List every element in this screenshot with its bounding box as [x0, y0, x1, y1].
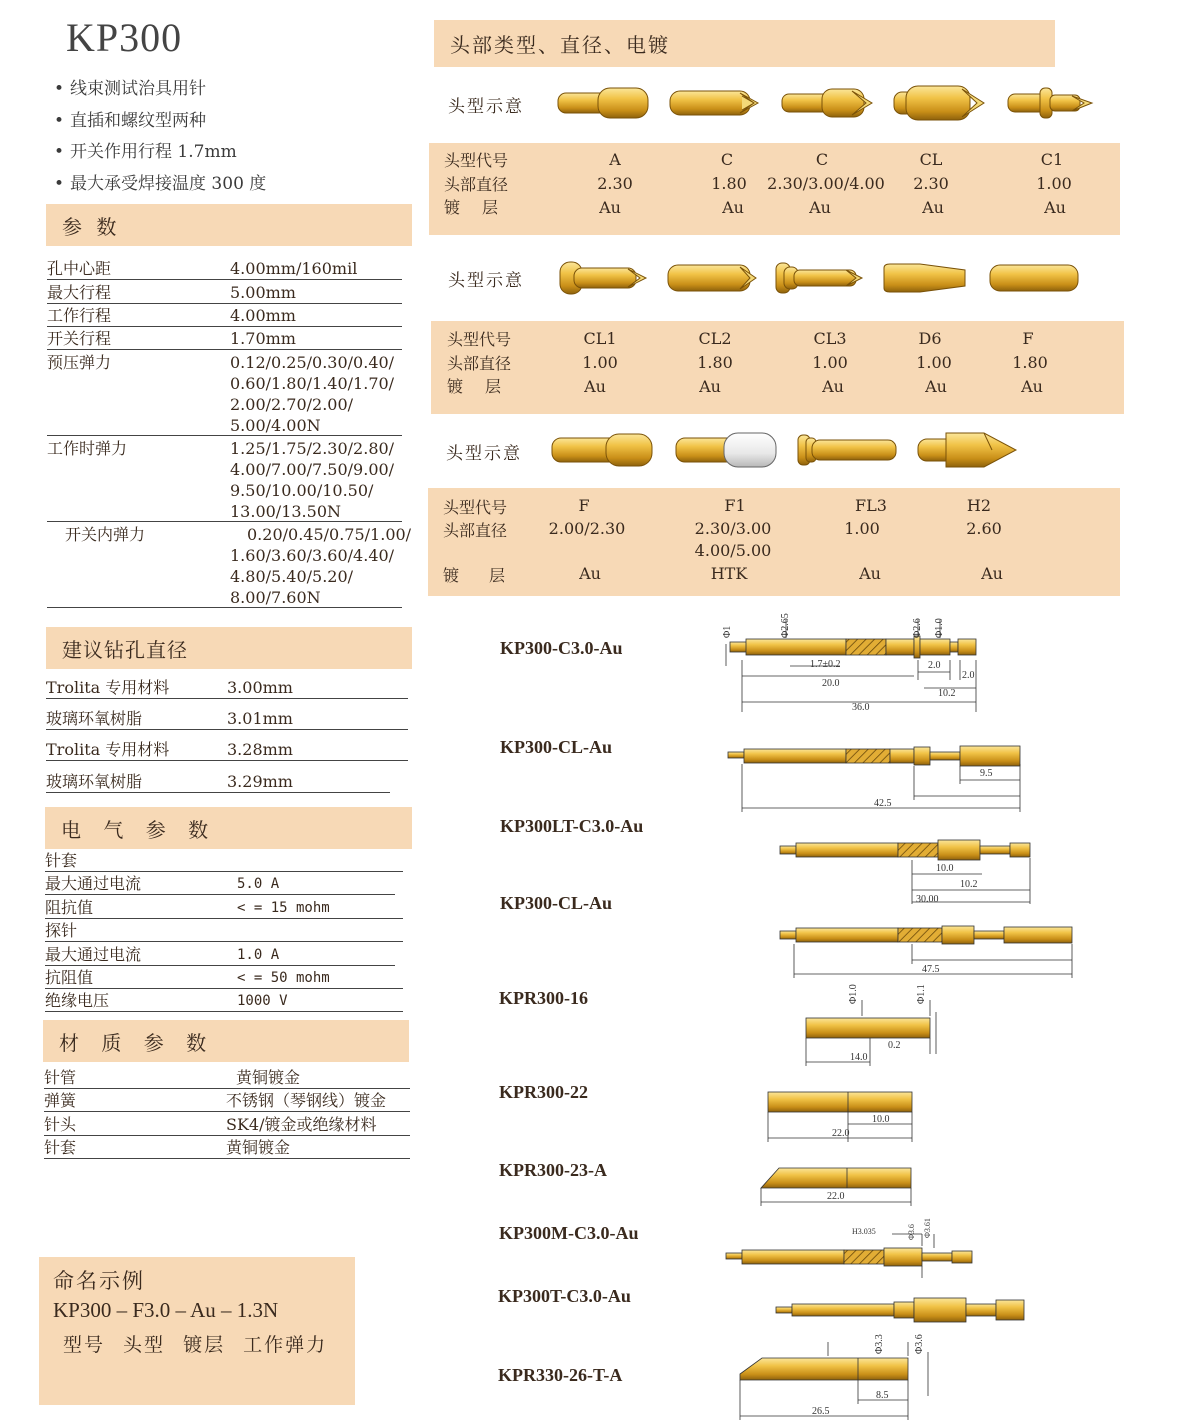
dim-label: 22.0 [827, 1191, 845, 1202]
head-code: FL3 [855, 496, 887, 515]
dim-label: 2.0 [928, 660, 941, 671]
drill-row: Trolita 专用材料 3.28mm [46, 739, 408, 761]
param-row: 孔中心距 4.00mm/160mil [47, 258, 402, 280]
row-label-diameter: 头部直径 [443, 521, 508, 540]
head-code: A [609, 150, 621, 169]
row-label-plating: 层 [489, 566, 506, 585]
pin-name: KP300T-C3.0-Au [498, 1286, 631, 1306]
row-label-diameter: 头部直径 [444, 174, 509, 194]
head-plating: Au [822, 377, 844, 396]
pin-drawing [762, 1086, 922, 1146]
head-plating: Au [859, 564, 881, 583]
head-code: F1 [724, 496, 746, 515]
illustration-label: 头型示意 [448, 97, 524, 117]
head-diameter: 1.80 [697, 353, 733, 372]
dim-label: Φ3.3 [874, 1334, 885, 1354]
dim-label: 1.7±0.2 [810, 659, 841, 670]
electrical-row: 针套 [45, 851, 403, 872]
dim-label: 20.0 [822, 678, 840, 689]
head-code: C1 [1040, 150, 1064, 169]
dim-label: 26.5 [812, 1406, 830, 1417]
head-code: F [1022, 329, 1034, 348]
dim-label: 10.2 [938, 688, 956, 699]
dim-label: Φ3.6 [914, 1334, 925, 1354]
head-code: D6 [918, 329, 942, 348]
head-table-1 [429, 143, 1120, 235]
dim-label: Φ3.61 [923, 1218, 932, 1238]
head-diameter: 1.80 [711, 174, 747, 193]
head-code: C [720, 150, 734, 169]
dim-label: 47.5 [922, 964, 940, 975]
dim-label: 22.0 [832, 1128, 850, 1139]
electrical-heading: 电 气 参 数 [45, 807, 412, 849]
pin-drawing [718, 600, 988, 720]
dim-label: Φ2.6 [912, 618, 923, 638]
material-row: 针套 黄铜镀金 [44, 1138, 410, 1159]
pin-name: KPR300-22 [499, 1082, 588, 1102]
pin-drawing [776, 920, 1076, 980]
feature-item: • 线束测试治具用针 [54, 74, 266, 106]
row-label-plating: 镀 [443, 566, 460, 585]
head-illustration [670, 91, 758, 115]
row-label-plating: 层 [482, 198, 499, 217]
dim-label: Φ1.1 [916, 984, 927, 1004]
dim-label: 10.0 [872, 1114, 890, 1125]
electrical-row: 抗阻值 < = 50 mohm [45, 968, 403, 989]
head-plating: Au [599, 198, 621, 217]
pin-drawing [732, 1318, 942, 1422]
dim-label: 8.5 [876, 1390, 889, 1401]
head-illustrations-row3 [548, 428, 1028, 474]
head-diameter: 1.80 [1012, 353, 1048, 372]
pin-name: KPR300-23-A [499, 1160, 607, 1180]
param-row: 最大行程 5.00mm [47, 282, 402, 304]
head-illustration [1008, 88, 1092, 118]
head-code: H2 [966, 496, 992, 515]
head-plating: Au [981, 564, 1003, 583]
naming-example-box [39, 1257, 355, 1405]
dim-label: H3.035 [852, 1227, 876, 1236]
head-illustration [558, 88, 648, 118]
dim-label: 10.0 [936, 863, 954, 874]
head-illustration [776, 263, 862, 293]
head-plating: Au [579, 564, 601, 583]
drill-row: 玻璃环氧树脂 3.01mm [46, 708, 408, 730]
head-plating: Au [722, 198, 744, 217]
drill-heading: 建议钻孔直径 [46, 627, 412, 669]
head-plating: Au [925, 377, 947, 396]
naming-heading: 命名示例 [53, 1269, 145, 1293]
param-row: 预压弹力 0.12/0.25/0.30/0.40/ 0.60/1.80/1.40/1.70/ 2.00/2.70/2.00/ 5.00/4.00N [47, 352, 402, 436]
pin-name: KP300-C3.0-Au [500, 638, 623, 658]
head-illustration [798, 435, 896, 465]
head-illustrations-row2 [550, 256, 1110, 300]
material-heading: 材 质 参 数 [43, 1020, 409, 1062]
dim-label: 42.5 [874, 798, 892, 809]
pin-name: KP300-CL-Au [500, 737, 612, 757]
head-diameter: 1.00 [844, 519, 880, 538]
electrical-row: 探针 [45, 921, 403, 942]
param-row: 开关行程 1.70mm [47, 328, 402, 350]
dim-label: 9.5 [980, 768, 993, 779]
head-types-heading: 头部类型、直径、电镀 [434, 20, 1055, 67]
illustration-label: 头型示意 [448, 271, 524, 291]
head-plating: Au [699, 377, 721, 396]
head-code: F [578, 496, 590, 515]
electrical-row: 绝缘电压 1000 V [45, 991, 403, 1012]
head-code: CL [919, 150, 943, 169]
head-illustration [552, 434, 652, 466]
head-table-2 [431, 321, 1124, 414]
feature-item: • 最大承受焊接温度 300 度 [54, 169, 266, 201]
head-diameter: 1.00 [1036, 174, 1072, 193]
dim-label: Φ2.65 [780, 613, 791, 638]
feature-item: • 开关作用行程 1.7mm [54, 137, 266, 169]
naming-parts: 型号 头型 镀层 工作弹力 [63, 1334, 328, 1356]
head-plating: HTK [710, 564, 748, 583]
row-label-plating: 镀 [447, 377, 464, 396]
row-label-plating: 层 [485, 377, 502, 396]
row-label-code: 头型代号 [443, 498, 508, 517]
head-illustration [560, 262, 646, 294]
electrical-row: 最大通过电流 5.0 A [45, 874, 395, 895]
head-illustration [782, 89, 872, 117]
feature-list [54, 74, 266, 200]
head-diameter: 2.30/3.00/4.00 [767, 174, 885, 193]
head-diameter: 1.00 [582, 353, 618, 372]
head-code: C [815, 150, 829, 169]
head-diameter: 2.30 [913, 174, 949, 193]
param-row: 开关内弹力 0.20/0.45/0.75/1.00/ 1.60/3.60/3.60/4.40/ 4.80/5.40/5.20/ 8.00/7.60N [47, 524, 402, 608]
head-illustration [676, 433, 776, 467]
dim-label: 30.00 [916, 894, 939, 905]
pin-drawing [800, 976, 950, 1070]
pin-name: KPR300-16 [499, 988, 588, 1008]
dim-label: Φ1.0 [934, 618, 945, 638]
material-row: 弹簧 不锈钢（琴钢线）镀金 [44, 1091, 410, 1112]
head-code: CL2 [698, 329, 732, 348]
dim-label: Φ1.0 [848, 984, 859, 1004]
head-code: CL3 [813, 329, 847, 348]
pin-name: KP300LT-C3.0-Au [500, 816, 644, 836]
head-plating: Au [1021, 377, 1043, 396]
pin-drawing [724, 740, 1024, 816]
feature-item: • 直插和螺纹型两种 [54, 106, 266, 138]
row-label-code: 头型代号 [444, 151, 509, 170]
row-label-code: 头型代号 [447, 330, 512, 349]
dim-label: 36.0 [852, 702, 870, 713]
page-title: KP300 [66, 15, 183, 60]
drill-row: Trolita 专用材料 3.00mm [46, 677, 408, 699]
param-row: 工作时弹力 1.25/1.75/2.30/2.80/ 4.00/7.00/7.50/9.00/ 9.50/10.00/10.50/ 13.00/13.50N [47, 438, 402, 522]
head-plating: Au [922, 198, 944, 217]
electrical-row: 最大通过电流 1.0 A [45, 945, 395, 966]
illustration-label: 头型示意 [446, 444, 522, 464]
material-row: 针管 黄铜镀金 [44, 1068, 410, 1089]
head-illustration [884, 264, 965, 292]
param-row: 工作行程 4.00mm [47, 305, 402, 327]
dim-label: Φ1 [722, 625, 733, 638]
head-illustration [668, 265, 756, 291]
pin-name: KP300-CL-Au [500, 893, 612, 913]
pin-drawing [722, 1214, 982, 1280]
params-heading: 参 数 [46, 204, 412, 246]
head-illustration [918, 433, 1016, 467]
head-diameter: 2.30 [597, 174, 633, 193]
material-row: 针头 SK4/镀金或绝缘材料 [44, 1115, 410, 1136]
pin-drawing [776, 836, 1036, 908]
drill-row: 玻璃环氧树脂 3.29mm [46, 771, 390, 793]
head-plating: Au [584, 377, 606, 396]
pin-drawing [755, 1162, 919, 1210]
head-diameter: 2.00/2.30 [548, 519, 626, 538]
dim-label: 10.2 [960, 879, 978, 890]
dim-label: Φ3.6 [907, 1224, 916, 1240]
head-illustration [990, 265, 1078, 291]
dim-label: 14.0 [850, 1052, 868, 1063]
naming-example: KP300 – F3.0 – Au – 1.3N [53, 1298, 279, 1322]
head-diameter: 1.00 [812, 353, 848, 372]
head-illustration [894, 86, 984, 120]
head-diameter: 4.00/5.00 [694, 541, 772, 560]
head-plating: Au [1044, 198, 1066, 217]
dim-label: 0.2 [888, 1040, 901, 1051]
electrical-row: 阻抗值 < = 15 mohm [45, 898, 403, 919]
head-diameter: 2.60 [966, 519, 1002, 538]
dim-label: 2.0 [962, 670, 975, 681]
pin-name: KP300M-C3.0-Au [499, 1223, 639, 1243]
head-illustrations-row1 [550, 82, 1110, 126]
head-diameter: 2.30/3.00 [694, 519, 772, 538]
row-label-plating: 镀 [444, 198, 461, 217]
head-code: CL1 [583, 329, 617, 348]
head-diameter: 1.00 [916, 353, 952, 372]
head-plating: Au [809, 198, 831, 217]
pin-name: KPR330-26-T-A [498, 1365, 623, 1385]
head-table-3 [428, 488, 1120, 596]
row-label-diameter: 头部直径 [447, 353, 512, 373]
